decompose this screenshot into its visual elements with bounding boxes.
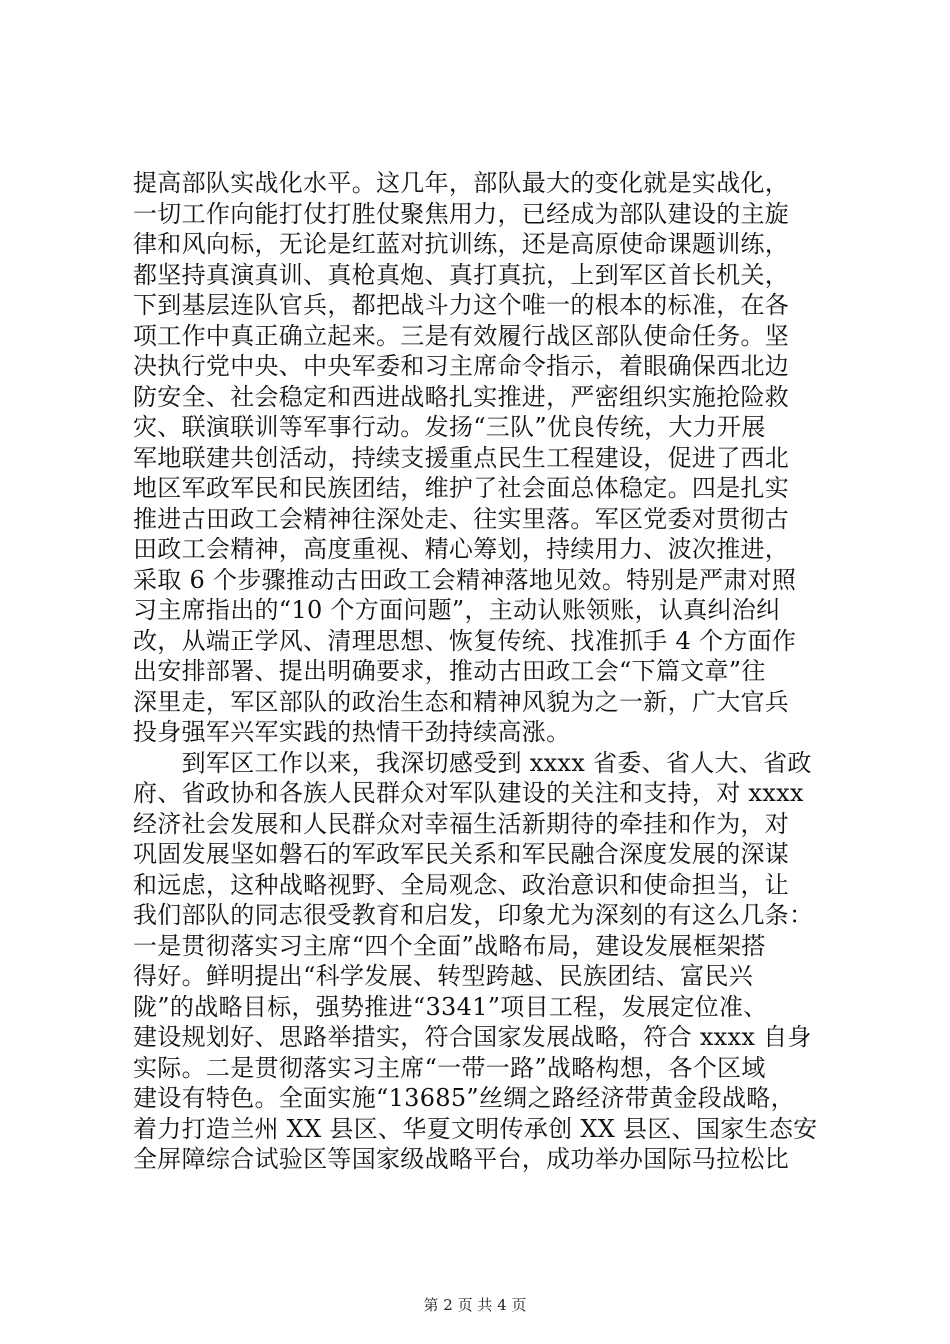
- text-line: 都坚持真演真训、真枪真炮、真打真抗，上到军区首长机关，: [133, 260, 790, 289]
- text-line: 提高部队实战化水平。这几年，部队最大的变化就是实战化，: [133, 169, 790, 197]
- text-line: 建设规划好、思路举措实，符合国家发展战略，符合 xxxx 自身: [133, 1023, 812, 1051]
- text-line: 得好。鲜明提出“科学发展、转型跨越、民族团结、富民兴: [133, 962, 754, 990]
- text-line: 改，从端正学风、清理思想、恢复传统、找准抓手 4 个方面作: [133, 626, 797, 655]
- text-line: 实际。二是贯彻落实习主席“一带一路”战略构想，各个区域: [133, 1053, 766, 1082]
- text-line: 习主席指出的“10 个方面问题”，主动认账领账，认真纠治纠: [133, 596, 781, 624]
- text-line: 采取 6 个步骤推动古田政工会精神落地见效。特别是严肃对照: [133, 565, 797, 594]
- text-line: 深里走，军区部队的政治生态和精神风貌为之一新，广大官兵: [133, 687, 790, 716]
- text-line: 建设有特色。全面实施“13685”丝绸之路经济带黄金段战略，: [133, 1084, 795, 1112]
- text-line: 田政工会精神，高度重视、精心筹划，持续用力、波次推进，: [133, 535, 790, 563]
- text-line: 出安排部署、提出明确要求，推动古田政工会“下篇文章”往: [133, 657, 766, 685]
- text-line: 决执行党中央、中央军委和习主席命令指示，着眼确保西北边: [133, 352, 790, 380]
- body-text: [133, 168, 833, 1175]
- text-line: 项工作中真正确立起来。三是有效履行战区部队使命任务。坚: [133, 321, 790, 350]
- text-line: 府、省政协和各族人民群众对军队建设的关注和支持，对 xxxx: [133, 779, 804, 807]
- text-line: 投身强军兴军实践的热情干劲持续高涨。: [133, 718, 571, 746]
- text-line: 经济社会发展和人民群众对幸福生活新期待的牵挂和作为，对: [133, 809, 790, 838]
- text-line: 陇”的战略目标，强势推进“3341”项目工程，发展定位准、: [133, 992, 768, 1021]
- text-line: 我们部队的同志很受教育和启发，印象尤为深刻的有这么几条：: [133, 901, 814, 929]
- text-line: 律和风向标，无论是红蓝对抗训练，还是高原使命课题训练，: [133, 230, 790, 258]
- text-line: 军地联建共创活动，持续支援重点民生工程建设，促进了西北: [133, 443, 790, 472]
- text-line: 灾、联演联训等军事行动。发扬“三队”优良传统，大力开展: [133, 413, 766, 441]
- text-line: 下到基层连队官兵，都把战斗力这个唯一的根本的标准，在各: [133, 291, 790, 319]
- text-line: 巩固发展坚如磐石的军政军民关系和军民融合深度发展的深谋: [133, 840, 790, 868]
- page-footer: 第 2 页 共 4 页: [423, 1296, 527, 1314]
- text-line: 地区军政军民和民族团结，维护了社会面总体稳定。四是扎实: [133, 474, 790, 502]
- text-line: 防安全、社会稳定和西进战略扎实推进，严密组织实施抢险救: [133, 382, 790, 411]
- text-line: 和远虑，这种战略视野、全局观念、政治意识和使命担当，让: [133, 870, 790, 899]
- text-line: 推进古田政工会精神往深处走、往实里落。军区党委对贯彻古: [133, 504, 790, 533]
- text-line: 一切工作向能打仗打胜仗聚焦用力，已经成为部队建设的主旋: [133, 199, 790, 228]
- text-line: 到军区工作以来，我深切感受到 xxxx 省委、省人大、省政: [133, 748, 812, 777]
- text-line: 一是贯彻落实习主席“四个全面”战略布局，建设发展框架搭: [133, 931, 766, 960]
- text-line: 全屏障综合试验区等国家级战略平台，成功举办国际马拉松比: [133, 1145, 790, 1173]
- text-line: 着力打造兰州 XX 县区、华夏文明传承创 XX 县区、国家生态安: [133, 1114, 818, 1143]
